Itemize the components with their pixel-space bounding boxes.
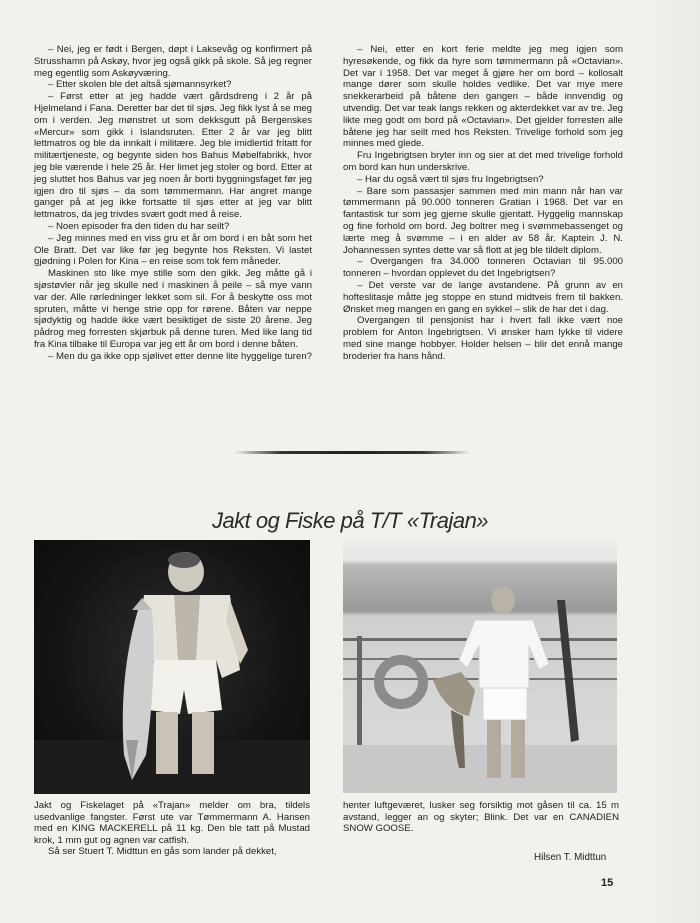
caption-text: Så ser Stuert T. Midttun en gås som lander på dekket, (48, 846, 277, 858)
paragraph: Overgangen til pensjonist har i hvert fall ikke vært noe problem for Anton Ingebrigtsen. Vi ønsker ham lykke til videre med sine mange hobbyer. Holder helsen – blir det ennå mange broderier fra hans hånd. (343, 315, 623, 362)
paragraph: – Først etter at jeg hadde vært gårdsdreng i 2 år på Hjelmeland i Fana. Deretter bar det til sjøs. Jeg fikk lyst å se meg om i verden. Jeg mønstret ut som dekksgutt på Bergenskes «Mercur» som gikk i Islandsruten. Etter 2 år var jeg blitt lettmatros og ble da innkalt i militære. Jeg ble imidlertid fritatt for militærtjeneste, og begynte siden hos Bahus Møbelfabrikk, hvor jeg ble værende i hele 25 år. Her limet jeg stoler og bord. Etter at jeg sluttet hos Bahus var jeg noen år borti byggningsfaget før jeg igjen dro til sjøs – da som tømmermann. Har angret mange ganger på at jeg ikke fortsatte til sjøs etter at jeg var blitt lettmatros, da jeg trivdes svært godt med å reise. (34, 91, 312, 221)
paragraph: – Men du ga ikke opp sjølivet etter denne lite hyggelige turen? (48, 350, 312, 362)
section-title: Jakt og Fiske på T/T «Trajan» (211, 508, 489, 533)
photo-illustration (34, 540, 310, 794)
photo-man-with-snow-goose (343, 540, 617, 793)
article-right-column (343, 44, 623, 363)
caption-text: henter luftgeværet, lusker seg forsiktig mot gåsen til ca. 15 m avstand, legger an og skyter; Blink. Det var en CANADIEN SNOW GOOSE. (343, 800, 619, 835)
paragraph: – Har du også vært til sjøs fru Ingebrigtsen? (357, 173, 544, 185)
paragraph: – Noen episoder fra den tiden du har seilt? (48, 220, 230, 232)
article-left-column (34, 44, 312, 363)
paragraph: – Bare som passasjer sammen med min mann når han var tømmermann på 90.000 tonneren Gratian i 1968. Det var en fantastisk tur som jeg gjerne skulle gjentatt. Hyggelig mannskap og fine forhold om bord. Jeg boltrer meg i svømmebassenget og lærte meg å svømme – i en alder av 58 år. Kaptein J. N. Johannessen syntes dette var så flott at jeg ble tildelt diplom. (343, 185, 623, 256)
section-divider (234, 451, 470, 454)
paragraph: – Det verste var de lange avstandene. På grunn av en hofteslitasje måtte jeg stoppe en stund midtveis frem til bakken. Ønsket meg mangen en gang en sykkel – slik de har det i dag. (343, 279, 623, 315)
paragraph: – Overgangen fra 34.000 tonneren Octavian til 95.000 tonneren – hvordan opplevet du det Ingebrigtsen? (343, 256, 623, 280)
photo-illustration (343, 540, 617, 793)
signature: Hilsen T. Midttun (534, 852, 607, 863)
photo-caption-right (343, 800, 619, 835)
paragraph: – Etter skolen ble det altså sjømannsyrket? (48, 79, 232, 91)
paragraph: Fru Ingebrigtsen bryter inn og sier at det med trivelige forhold om bord kan hun underskrive. (343, 150, 623, 173)
paragraph: – Jeg minnes med en viss gru et år om bord i en båt som het Ole Bratt. Det var like før jeg begynte hos Reksten. Vi lastet gjødning i Polen for Kina – en reise som tok fem måneder. (34, 232, 312, 268)
photo-fisherman-with-mackerel (34, 540, 310, 794)
page-edge-shadow (640, 0, 700, 923)
paragraph: – Nei, jeg er født i Bergen, døpt i Laksevåg og konfirmert på Strusshamn på Askøy, hvor jeg også gikk på skole. Så jeg regner meg egentlig som Askøyværing. (34, 44, 312, 79)
caption-text: Jakt og Fiskelaget på «Trajan» melder om bra, tildels usedvanlige fangster. Først ute var Tømmermann A. Hansen med en KING MACKERELL på 11 kg. Den ble tatt på Mustad krok, 1 mm gut og agnen var catfish. (34, 800, 310, 846)
paragraph: Maskinen sto like mye stille som den gikk. Jeg måtte gå i sjøstøvler når jeg skulle ned i maskinen å peile – så mye vann var der. Alle rørledninger lekket som sil. For å beskytte oss mot spruten, måtte vi henge strie opp for rørene. Båten var neppe sjødyktig og hadde ikke vært besiktiget de siste 20 årene. Jeg pådrog meg forresten skjørbuk på denne turen. Med like lang tid fra Kina tilbake til Europa var jeg ett år om bord i denne båten. (34, 268, 312, 350)
photo-caption-left (34, 800, 310, 858)
paragraph: – Nei, etter en kort ferie meldte jeg meg igjen som hyresøkende, og fikk da hyre som tømmermann på «Octavian». Det var i 1958. Det var meget å gjøre her om bord – kollosalt mange dører som skulle holdes vedlike. Det var mye mere snekkerarbeid på båtene den gangen – både innvendig og utvendig. Det var teak langs rekken og akterdekket var av tre. Jeg likte meg godt om bord på «Octavian». Det gjelder forresten alle båtene jeg har seilt med hos Reksten. Trivelige forhold som jeg minnes med glede. (343, 44, 623, 150)
page-number: 15 (601, 877, 614, 889)
